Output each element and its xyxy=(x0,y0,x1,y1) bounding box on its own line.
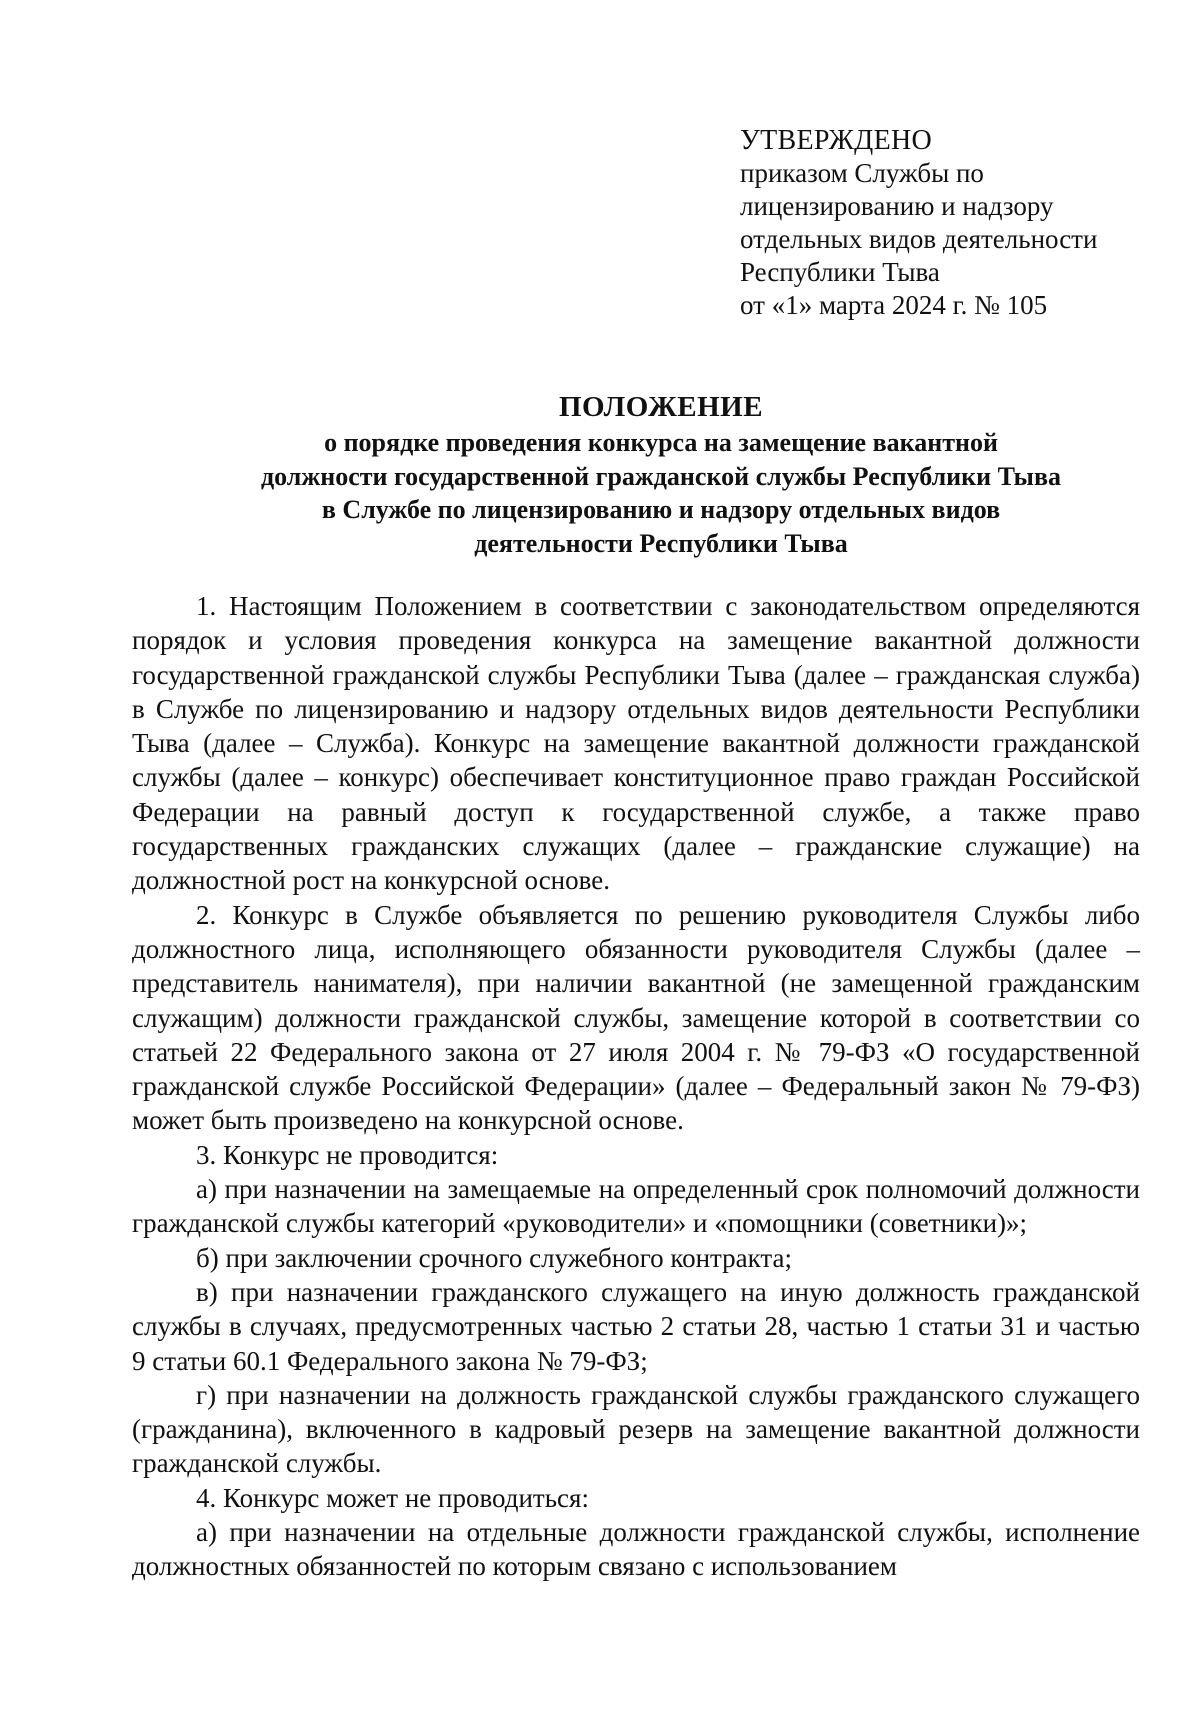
approval-line: отдельных видов деятельности xyxy=(740,224,1098,254)
paragraph-3a: а) при назначении на замещаемые на определенный срок полномочий должности гражданской службы категорий «руководители» и «помощники (советники)»; xyxy=(132,1174,1140,1239)
approval-heading: УТВЕРЖДЕНО xyxy=(740,125,933,156)
paragraph-4: 4. Конкурс может не проводиться: xyxy=(196,1482,589,1513)
document-body xyxy=(132,589,1140,1584)
approval-line: приказом Службы по xyxy=(740,158,984,188)
approval-line: Республики Тыва xyxy=(740,257,940,287)
document-subtitle-line: в Службе по лицензированию и надзору отдельных видов xyxy=(321,495,1001,524)
document-title-block xyxy=(130,390,1192,560)
paragraph-3b: б) при заключении срочного служебного контракта; xyxy=(196,1242,793,1273)
paragraph-2: 2. Конкурс в Службе объявляется по решению руководителя Службы либо должностного лица, исполняющего обязанности руководителя Службы (далее – представитель нанимателя), при наличии вакантной (не замещенной гражданским служащим) должности гражданской службы, замещение которой в соответствии со статьей 22 Федерального закона от 27 июля 2004 г. № 79-ФЗ «О государственной гражданской службе Российской Федерации» (далее – Федеральный закон № 79-ФЗ) может быть произведено на конкурсной основе. xyxy=(132,899,1140,1136)
paragraph-3v: в) при назначении гражданского служащего на иную должность гражданской службы в случаях, предусмотренных частью 2 статьи 28, частью 1 статьи 31 и частью 9 статьи 60.1 Федерального закона № 79-ФЗ; xyxy=(132,1276,1140,1376)
approval-line: лицензированию и надзору xyxy=(740,191,1054,221)
document-subtitle-line: деятельности Республики Тыва xyxy=(474,528,848,558)
paragraph-3g: г) при назначении на должность гражданской службы гражданского служащего (гражданина), включенного в кадровый резерв на замещение вакантной должности гражданской службы. xyxy=(132,1379,1140,1479)
document-title: ПОЛОЖЕНИЕ xyxy=(558,391,764,423)
document-subtitle-line: о порядке проведения конкурса на замещение вакантной xyxy=(324,428,998,457)
paragraph-1: 1. Настоящим Положением в соответствии с законодательством определяются порядок и условия проведения конкурса на замещение вакантной должности государственной гражданской службы Республики Тыва (далее – гражданская служба) в Службе по лицензированию и надзору отдельных видов деятельности Республики Тыва (далее – Служба). Конкурс на замещение вакантной должности гражданской службы (далее – конкурс) обеспечивает конституционное право граждан Российской Федерации на равный доступ к государственной службе, а также право государственных гражданских служащих (далее – гражданские служащие) на должностной рост на конкурсной основе. xyxy=(132,591,1140,896)
approval-stamp-block xyxy=(740,124,1160,322)
paragraph-4a: а) при назначении на отдельные должности гражданской службы, исполнение должностных обязанностей по которым связано с использованием xyxy=(132,1517,1140,1582)
document-subtitle-line: должности государственной гражданской службы Республики Тыва xyxy=(260,461,1062,491)
paragraph-3: 3. Конкурс не проводится: xyxy=(196,1139,499,1170)
approval-line: от «1» марта 2024 г. № 105 xyxy=(740,290,1048,320)
